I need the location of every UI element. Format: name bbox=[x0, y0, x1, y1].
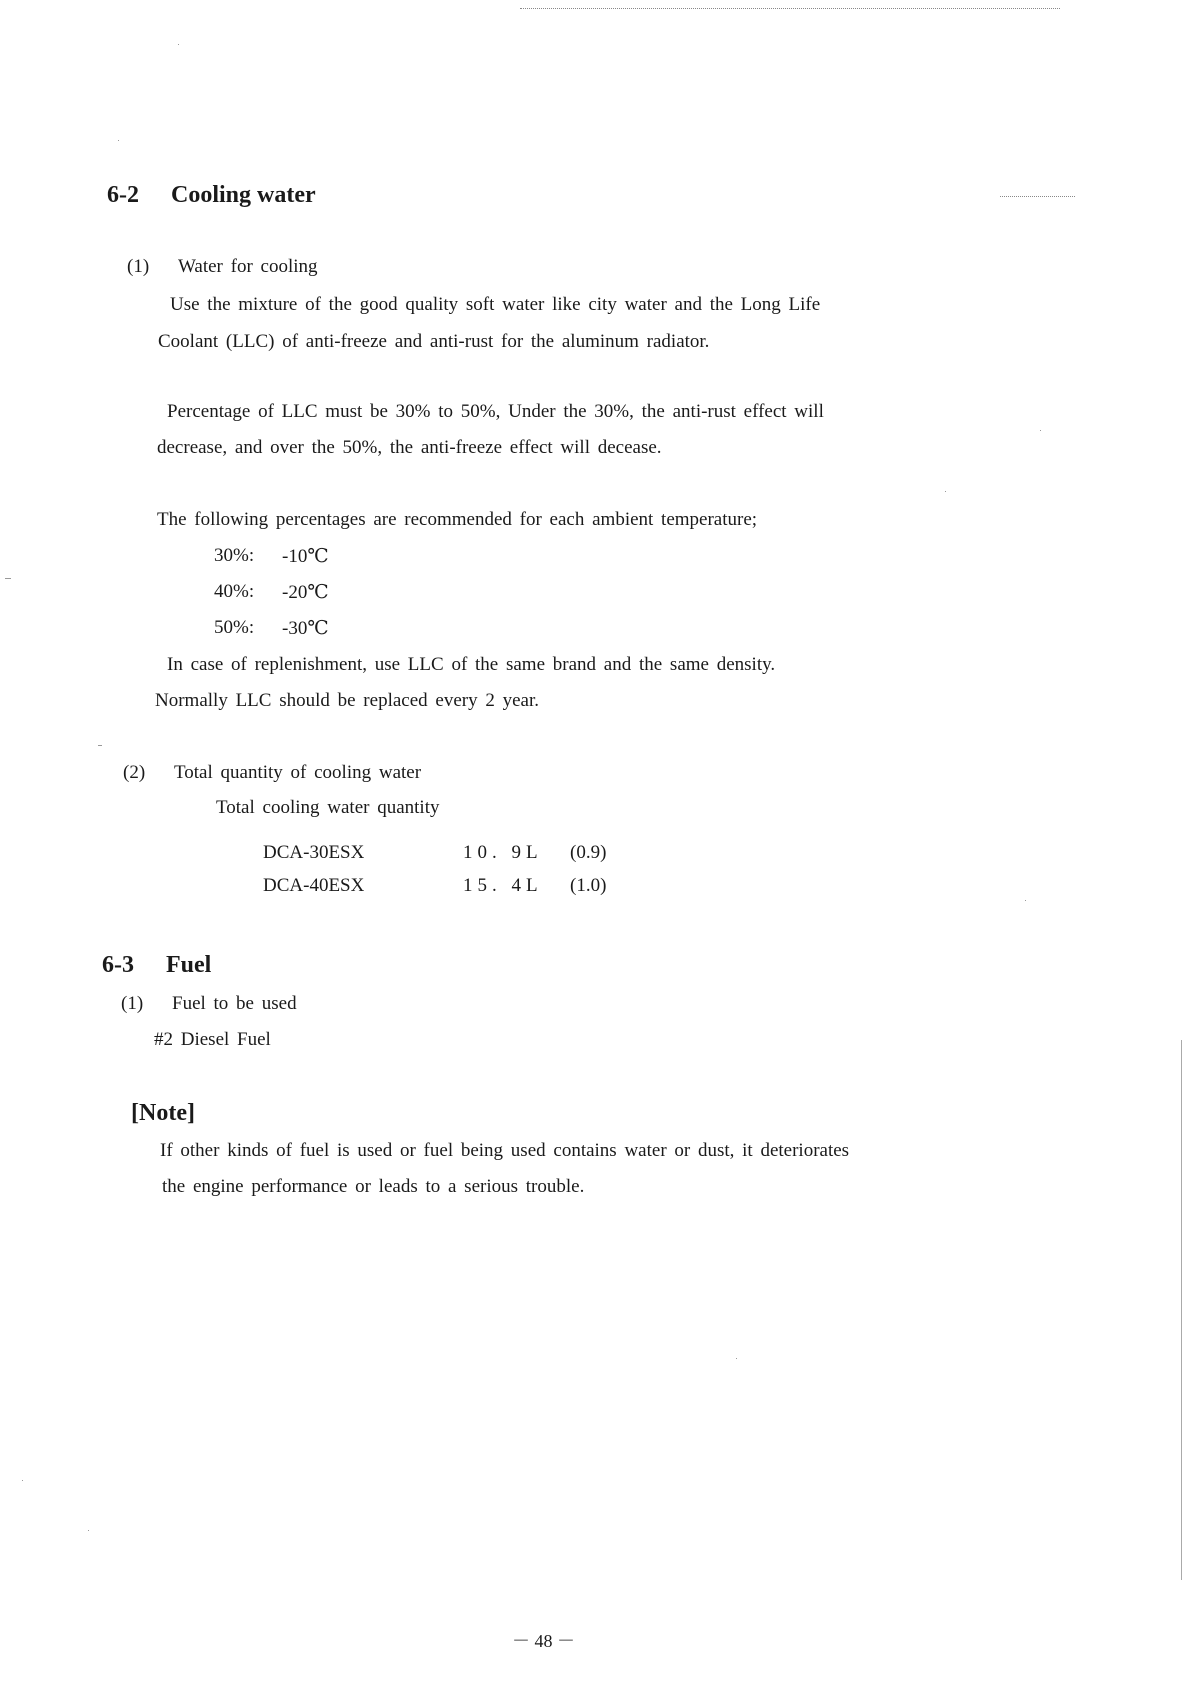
fuel-value: #2 Diesel Fuel bbox=[154, 1029, 271, 1050]
row1-model: DCA-30ESX bbox=[263, 842, 365, 863]
note-line2: the engine performance or leads to a serious trouble. bbox=[162, 1176, 585, 1197]
item1-title: Water for cooling bbox=[178, 256, 318, 277]
temp-value-40: -20℃ bbox=[282, 582, 329, 603]
row2-qty: 15. 4L bbox=[463, 875, 543, 896]
section-6-3-title: Fuel bbox=[166, 952, 212, 978]
temp-value-30: -10℃ bbox=[282, 546, 329, 567]
temp-pct-40: 40%: bbox=[214, 581, 255, 602]
section-6-2-number: 6-2 bbox=[107, 182, 139, 208]
para3: The following percentages are recommended for each ambient temperature; bbox=[157, 509, 758, 530]
temp-pct-30: 30%: bbox=[214, 545, 255, 566]
para1-line2: Coolant (LLC) of anti-freeze and anti-rust for the aluminum radiator. bbox=[158, 331, 710, 352]
row2-model: DCA-40ESX bbox=[263, 875, 365, 896]
item2-title: Total quantity of cooling water bbox=[174, 762, 422, 783]
item2-label: (2) bbox=[123, 762, 146, 783]
section-6-2-title: Cooling water bbox=[171, 182, 316, 208]
para4-line1: In case of replenishment, use LLC of the same brand and the same density. bbox=[167, 654, 776, 675]
fuel-item-label: (1) bbox=[121, 993, 144, 1014]
note-line1: If other kinds of fuel is used or fuel being used contains water or dust, it deteriorates bbox=[160, 1140, 850, 1161]
temp-value-50: -30℃ bbox=[282, 618, 329, 639]
para4-line2: Normally LLC should be replaced every 2 year. bbox=[155, 690, 539, 711]
item1-label: (1) bbox=[127, 256, 150, 277]
row1-qty: 10. 9L bbox=[463, 842, 543, 863]
para2-line2: decrease, and over the 50%, the anti-freeze effect will decease. bbox=[157, 437, 662, 458]
para2-line1: Percentage of LLC must be 30% to 50%, Under the 30%, the anti-rust effect will bbox=[167, 401, 824, 422]
row1-extra: (0.9) bbox=[570, 842, 607, 863]
temp-pct-50: 50%: bbox=[214, 617, 255, 638]
fuel-item-title: Fuel to be used bbox=[172, 993, 297, 1014]
row2-extra: (1.0) bbox=[570, 875, 607, 896]
section-6-3-number: 6-3 bbox=[102, 952, 134, 978]
item2-subtitle: Total cooling water quantity bbox=[216, 797, 440, 818]
para1-line1: Use the mixture of the good quality soft water like city water and the Long Life bbox=[170, 294, 821, 315]
page-number: － 48 － bbox=[512, 1631, 575, 1651]
note-heading: [Note] bbox=[131, 1100, 195, 1126]
